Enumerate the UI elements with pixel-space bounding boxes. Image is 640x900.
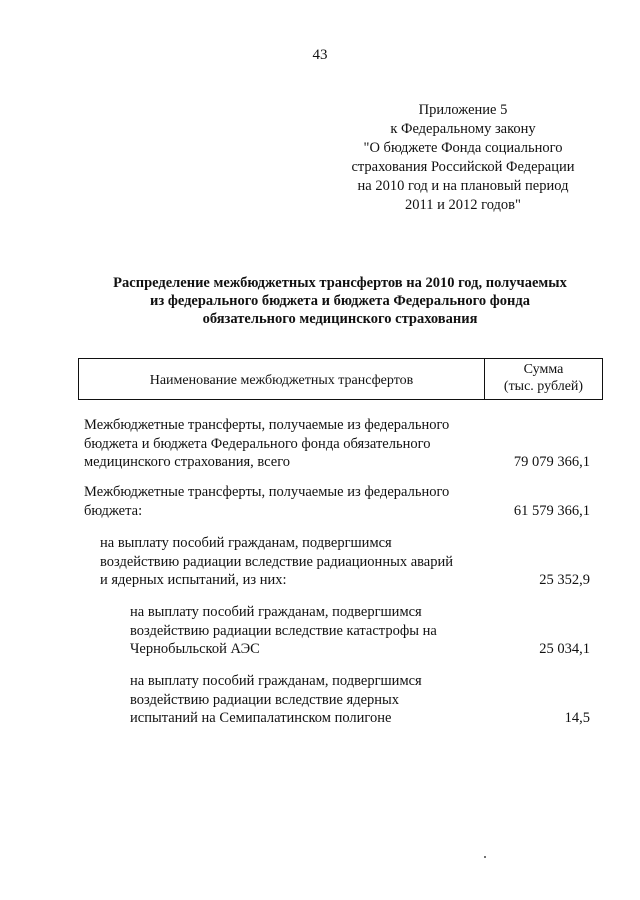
appendix-line: к Федеральному закону [390,121,536,137]
row-name [130,603,590,659]
header-name-cell: Наименование межбюджетных трансфертов [79,359,485,399]
row-name-line: на выплату пособий гражданам, подвергшимся [100,535,392,551]
header-sum-label: Сумма [523,362,564,377]
row-name [100,534,590,590]
header-sum-unit: (тыс. рублей) [503,379,584,394]
row-name-line: на выплату пособий гражданам, подвергшимся [130,604,422,620]
appendix-line: 2011 и 2012 годов" [405,197,521,213]
row-name-line: Межбюджетные трансферты, получаемые из федерального [84,417,450,433]
row-name-line: воздействию радиации вследствие ядерных [130,691,400,708]
row-name-line: бюджета и бюджета Федерального фонда обязательного [84,435,431,452]
row-amount: 61 579 366,1 [513,502,590,519]
table-row [84,483,590,520]
appendix-line: Приложение 5 [418,102,508,118]
row-name-line: бюджета: [84,502,143,519]
table-row [100,534,590,590]
table-row [84,416,590,472]
table-header [78,358,603,400]
row-name-line: Чернобыльской АЭС [130,641,260,657]
row-name-line: испытаний на Семипалатинском полигоне [130,710,392,726]
row-name-line: Межбюджетные трансферты, получаемые из федерального [84,484,450,500]
table-row [130,603,590,659]
row-name-line: воздействию радиации вследствие катастрофы на [130,622,437,639]
appendix-line: страхования Российской Федерации [351,159,575,175]
title-line: из федерального бюджета и бюджета Федерального фонда [150,293,530,309]
row-name-line: на выплату пособий гражданам, подвергшимся [130,673,422,689]
appendix-line: "О бюджете Фонда социального [363,140,563,156]
page-number: 43 [312,47,328,63]
header-sum-cell [485,359,602,401]
title-line: обязательного медицинского страхования [202,311,478,327]
row-name-line: воздействию радиации вследствие радиационных аварий [100,553,453,570]
row-name-line: и ядерных испытаний, из них: [100,572,287,588]
row-amount: 14,5 [564,710,590,726]
row-name [130,672,590,728]
row-amount: 79 079 366,1 [513,454,590,470]
scan-speck [484,856,486,858]
appendix-reference [318,101,608,215]
title-line: Распределение межбюджетных трансфертов на 2010 год, получаемых [113,275,567,291]
appendix-line: на 2010 год и на плановый период [357,178,569,194]
row-amount: 25 352,9 [539,572,590,588]
table-row [130,672,590,728]
row-name-line: медицинского страхования, всего [84,454,291,470]
document-title [40,274,640,328]
row-amount: 25 034,1 [539,641,590,657]
